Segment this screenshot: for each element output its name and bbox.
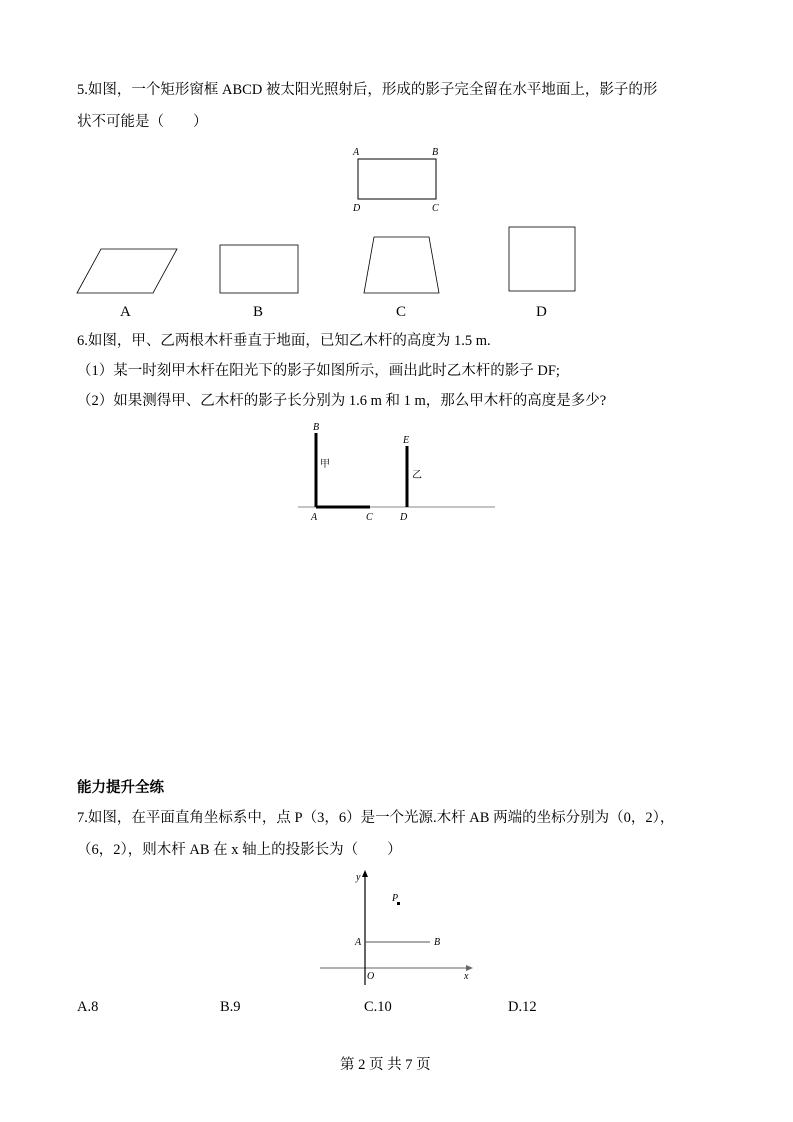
q7-option-a: A.8 — [77, 999, 99, 1015]
q7-option-c: C.10 — [364, 999, 392, 1015]
q6-text-line1: 6.如图，甲、乙两根木杆垂直于地面，已知乙木杆的高度为 1.5 m. — [77, 333, 491, 349]
q7-option-b: B.9 — [220, 999, 241, 1015]
q6-text-line2: （1）某一时刻甲木杆在阳光下的影子如图所示，画出此时乙木杆的影子 DF; — [77, 363, 560, 379]
label-C: C — [432, 203, 439, 214]
q5-text-line2: 状不可能是（ ） — [77, 114, 208, 130]
figure-label: 甲 — [320, 459, 330, 470]
figure-label: A — [311, 512, 318, 523]
figure-label: E — [403, 435, 410, 446]
option-b-rectangle — [220, 245, 298, 293]
q7-coordinate-figure — [320, 870, 473, 985]
q7-option-d: D.12 — [508, 999, 537, 1015]
figure-label: C — [366, 512, 373, 523]
option-c-label: C — [396, 304, 407, 320]
option-d-square — [509, 227, 575, 291]
figure-label: O — [367, 971, 375, 982]
label-A: A — [353, 147, 360, 158]
q7-text-line2: （6，2），则木杆 AB 在 x 轴上的投影长为（ ） — [77, 842, 402, 858]
figure-label: y — [356, 872, 361, 883]
figure-label: B — [434, 937, 441, 948]
page-footer: 第 2 页 共 7 页 — [340, 1057, 431, 1073]
figure-label: A — [355, 937, 362, 948]
option-a-label: A — [120, 304, 131, 320]
figure-label: B — [313, 422, 320, 433]
q5-text-line1: 5.如图，一个矩形窗框 ABCD 被太阳光照射后，形成的影子完全留在水平地面上，影子的形 — [77, 82, 658, 98]
figure-label: 乙 — [412, 470, 422, 481]
option-d-label: D — [536, 304, 547, 320]
figure-label: P — [392, 893, 399, 904]
label-B: B — [432, 147, 439, 158]
label-D: D — [353, 203, 361, 214]
option-a-parallelogram — [77, 249, 177, 293]
q6-poles-figure — [298, 422, 495, 523]
option-c-trapezoid — [364, 237, 439, 293]
q7-text-line1: 7.如图，在平面直角坐标系中，点 P（3，6）是一个光源.木杆 AB 两端的坐标分别为（0，2）， — [77, 810, 675, 826]
figure-label: x — [464, 971, 469, 982]
q6-text-line3: （2）如果测得甲、乙木杆的影子长分别为 1.6 m 和 1 m，那么甲木杆的高度是多少? — [77, 393, 607, 409]
figure-label: D — [400, 512, 408, 523]
option-b-label: B — [253, 304, 264, 320]
section-title: 能力提升全练 — [77, 780, 164, 796]
q5-rectangle-figure — [352, 147, 439, 214]
